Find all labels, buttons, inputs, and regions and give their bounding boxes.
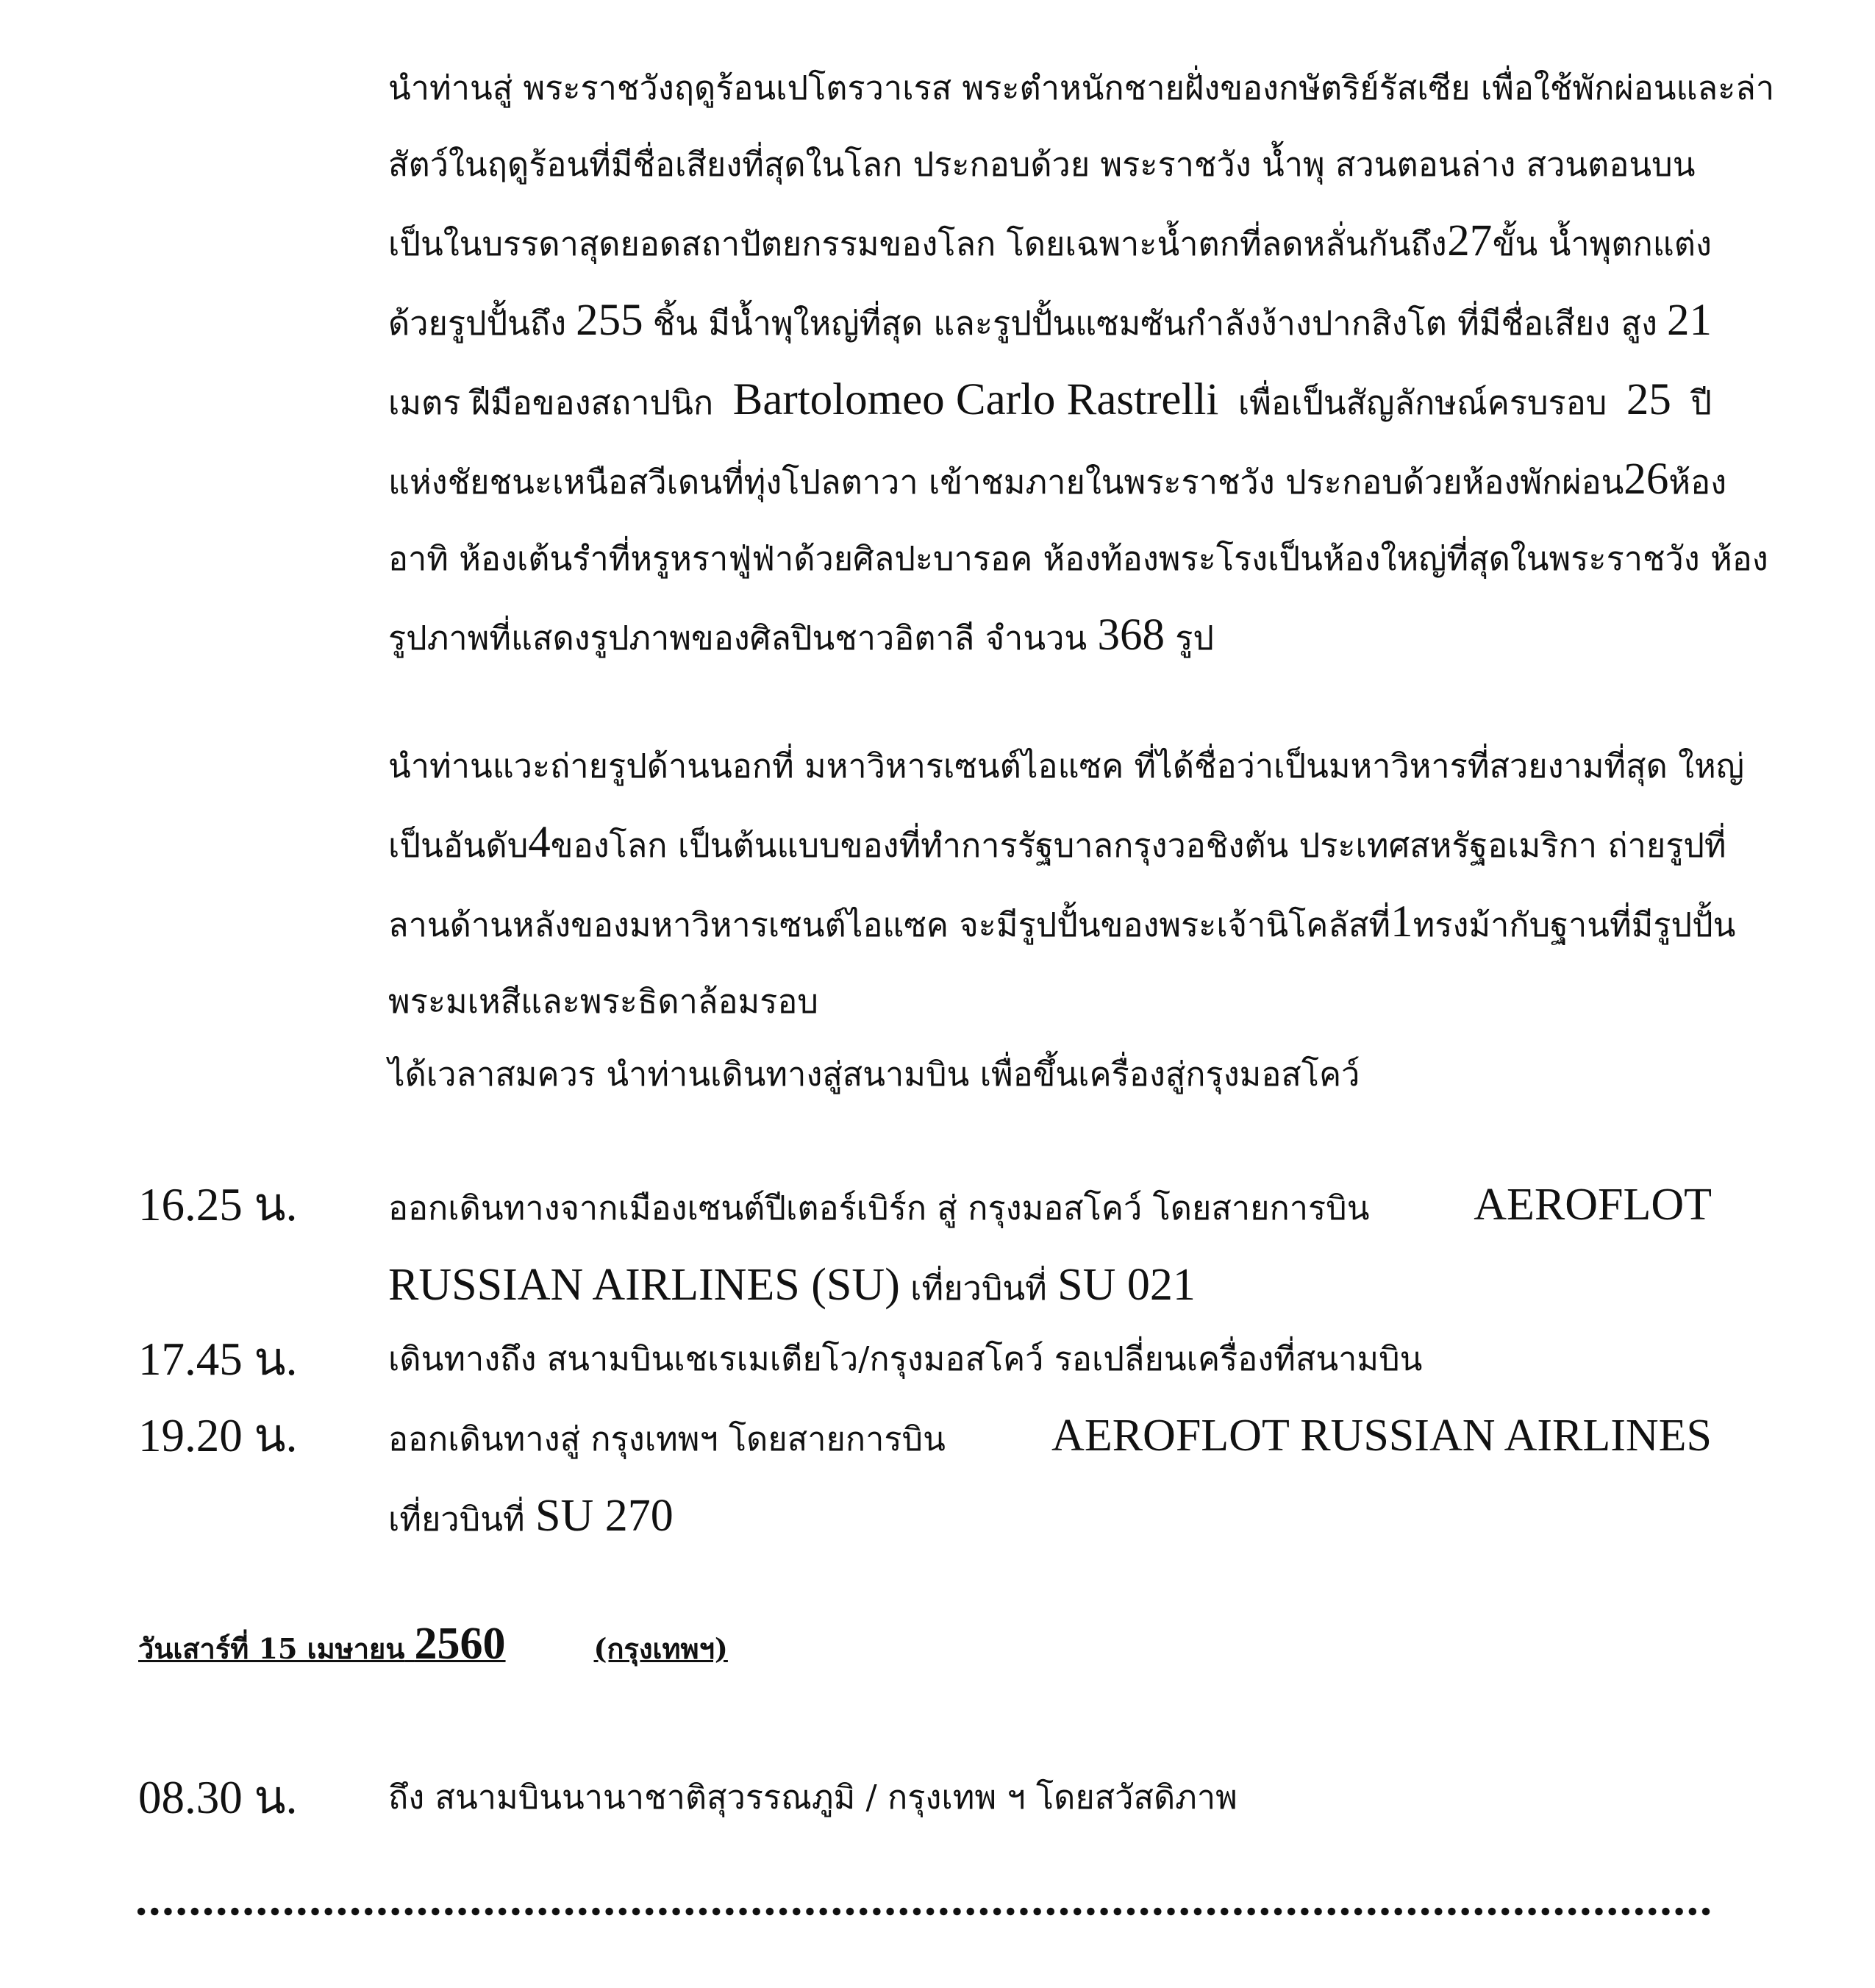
flight-number: SU 270	[535, 1491, 674, 1541]
itinerary-description: เดินทางถึง สนามบินเชเรเมเตียโว/กรุงมอสโคว์ รอเปลี่ยนเครื่องที่สนามบิน	[388, 1339, 1423, 1378]
text-line: นำท่านสู่ พระราชวังฤดูร้อนเปโตรวาเรส พระตำหนักชายฝั่งของกษัตริย์รัสเซีย เพื่อใช้พักผ่อนและล่า	[388, 68, 1775, 107]
peterhof-paragraph	[388, 50, 1775, 677]
text-line: รูปภาพที่แสดงรูปภาพของศิลปินชาวอิตาลี จำนวน 368 รูป	[388, 610, 1214, 660]
itinerary-description: ออกเดินทางจากเมืองเซนต์ปีเตอร์เบิร์ก สู่ กรุงมอสโคว์ โดยสายการบิน AEROFLOT RUSSIAN AIRLINES (SU) เที่ยวบินที่ SU 021	[388, 1166, 1712, 1327]
flight-number: SU 021	[1057, 1260, 1196, 1310]
itinerary-description: ถึง สนามบินนานาชาติสุวรรณภูมิ / กรุงเทพ ฯ โดยสวัสดิภาพ	[388, 1778, 1238, 1817]
text-line: ด้วยรูปปั้นถึง 255 ชิ้น มีน้ำพุใหญ่ที่สุด และรูปปั้นแซมซันกำลังง้างปากสิงโต ที่มีชื่อเสียง สูง 21	[388, 296, 1712, 345]
architect-name: Bartolomeo Carlo Rastrelli	[732, 375, 1219, 424]
itinerary-description: ออกเดินทางสู่ กรุงเทพฯ โดยสายการบิน AEROFLOT RUSSIAN AIRLINES เที่ยวบินที่ SU 270	[388, 1397, 1712, 1558]
text-line: ได้เวลาสมควร นำท่านเดินทางสู่สนามบิน เพื่อขึ้นเครื่องสู่กรุงมอสโคว์	[388, 1055, 1360, 1094]
dotted-separator	[135, 1907, 1715, 1916]
text-line: นำท่านแวะถ่ายรูปด้านนอกที่ มหาวิหารเซนต์ไอแซค ที่ได้ชื่อว่าเป็นมหาวิหารที่สวยงามที่สุด ใหญ่	[388, 747, 1745, 785]
text-line: แห่งชัยชนะเหนือสวีเดนที่ทุ่งโปลตาวา เข้าชมภายในพระราชวัง ประกอบด้วยห้องพักผ่อน 26 ห้อง	[388, 455, 1727, 504]
departure-time: 16.25 น.	[138, 1179, 298, 1230]
airline-name: AEROFLOT	[1474, 1180, 1712, 1230]
st-isaac-paragraph	[388, 728, 1745, 1109]
day-heading: วันเสาร์ที่ 15 เมษายน 2560 (กรุงเทพฯ)	[138, 1619, 728, 1669]
arrival-time: 08.30 น.	[138, 1772, 298, 1823]
text-line: เมตร ฝีมือของสถาปนิก Bartolomeo Carlo Rastrelli เพื่อเป็นสัญลักษณ์ครบรอบ 25 ปี	[388, 362, 1712, 441]
airline-name: AEROFLOT RUSSIAN AIRLINES	[1051, 1411, 1712, 1461]
text-line: อาทิ ห้องเต้นรำที่หรูหราฟู่ฟ่าด้วยศิลปะบารอค ห้องท้องพระโรงเป็นห้องใหญ่ที่สุดในพระราชวัง ห้อง	[388, 539, 1768, 578]
text-line: สัตว์ในฤดูร้อนที่มีชื่อเสียงที่สุดในโลก ประกอบด้วย พระราชวัง น้ำพุ สวนตอนล่าง สวนตอนบน	[388, 145, 1696, 184]
text-line: ลานด้านหลังของมหาวิหารเซนต์ไอแซค จะมีรูปปั้นของพระเจ้านิโคลัสที่ 1ทรงม้ากับฐานที่มีรูปปั้น	[388, 897, 1736, 947]
arrival-time: 17.45 น.	[138, 1333, 298, 1385]
text-line: เป็นในบรรดาสุดยอดสถาปัตยกรรมของโลก โดยเฉพาะน้ำตกที่ลดหลั่นกันถึง 27 ขั้น น้ำพุตกแต่ง	[388, 216, 1712, 266]
text-line: พระมเหสีและพระธิดาล้อมรอบ	[388, 982, 818, 1021]
text-line: เป็นอันดับ 4 ของโลก เป็นต้นแบบของที่ทำการรัฐบาลกรุงวอชิงตัน ประเทศสหรัฐอเมริกา ถ่ายรูปที่	[388, 818, 1726, 867]
departure-time: 19.20 น.	[138, 1410, 298, 1461]
